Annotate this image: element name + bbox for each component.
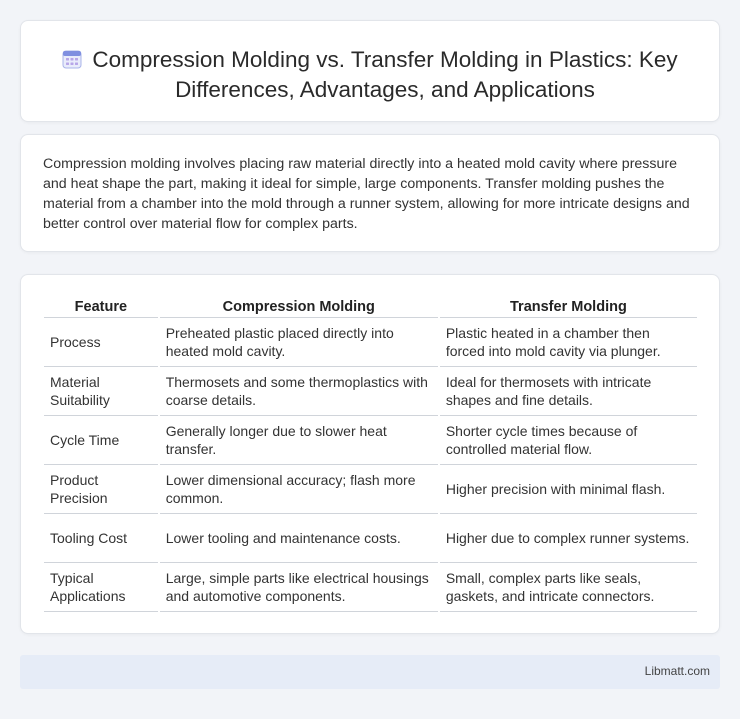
page-title: Compression Molding vs. Transfer Molding in Plastics: Key Differences, Advantages, and Applications <box>92 47 678 102</box>
feature-cell: Tooling Cost <box>44 514 158 563</box>
transfer-cell: Shorter cycle times because of controlled material flow. <box>440 416 697 465</box>
compression-cell: Generally longer due to slower heat transfer. <box>160 416 438 465</box>
transfer-cell: Higher precision with minimal flash. <box>440 465 697 514</box>
compression-cell: Thermosets and some thermoplastics with coarse details. <box>160 367 438 416</box>
transfer-cell: Higher due to complex runner systems. <box>440 514 697 563</box>
feature-cell: Material Suitability <box>44 367 158 416</box>
compression-cell: Lower dimensional accuracy; flash more common. <box>160 465 438 514</box>
table-row <box>44 416 697 465</box>
table-row <box>44 563 697 612</box>
feature-cell: Process <box>44 318 158 367</box>
table-header-row <box>44 296 697 318</box>
footer-site-link[interactable]: Libmatt.com <box>644 664 710 678</box>
header-compression: Compression Molding <box>160 296 438 318</box>
transfer-cell: Plastic heated in a chamber then forced into mold cavity via plunger. <box>440 318 697 367</box>
feature-cell: Product Precision <box>44 465 158 514</box>
header-transfer: Transfer Molding <box>440 296 697 318</box>
comparison-table <box>42 296 699 612</box>
compression-cell: Lower tooling and maintenance costs. <box>160 514 438 563</box>
compression-cell: Preheated plastic placed directly into heated mold cavity. <box>160 318 438 367</box>
compression-cell: Large, simple parts like electrical housings and automotive components. <box>160 563 438 612</box>
transfer-cell: Ideal for thermosets with intricate shapes and fine details. <box>440 367 697 416</box>
footer-bar <box>20 655 720 689</box>
table-row <box>44 318 697 367</box>
title-card <box>20 20 720 122</box>
comparison-card <box>20 274 720 634</box>
table-row <box>44 465 697 514</box>
feature-cell: Typical Applications <box>44 563 158 612</box>
intro-card <box>20 134 720 252</box>
header-feature: Feature <box>44 296 158 318</box>
table-row <box>44 514 697 563</box>
feature-cell: Cycle Time <box>44 416 158 465</box>
table-row <box>44 367 697 416</box>
transfer-cell: Small, complex parts like seals, gaskets, and intricate connectors. <box>440 563 697 612</box>
intro-paragraph: Compression molding involves placing raw material directly into a heated mold cavity where pressure and heat shape the part, making it ideal for simple, large components. Transfer molding pushes the material from a chamber into the mold through a runner system, allowing for more intricate designs and better control over material flow for complex parts. <box>43 156 690 232</box>
